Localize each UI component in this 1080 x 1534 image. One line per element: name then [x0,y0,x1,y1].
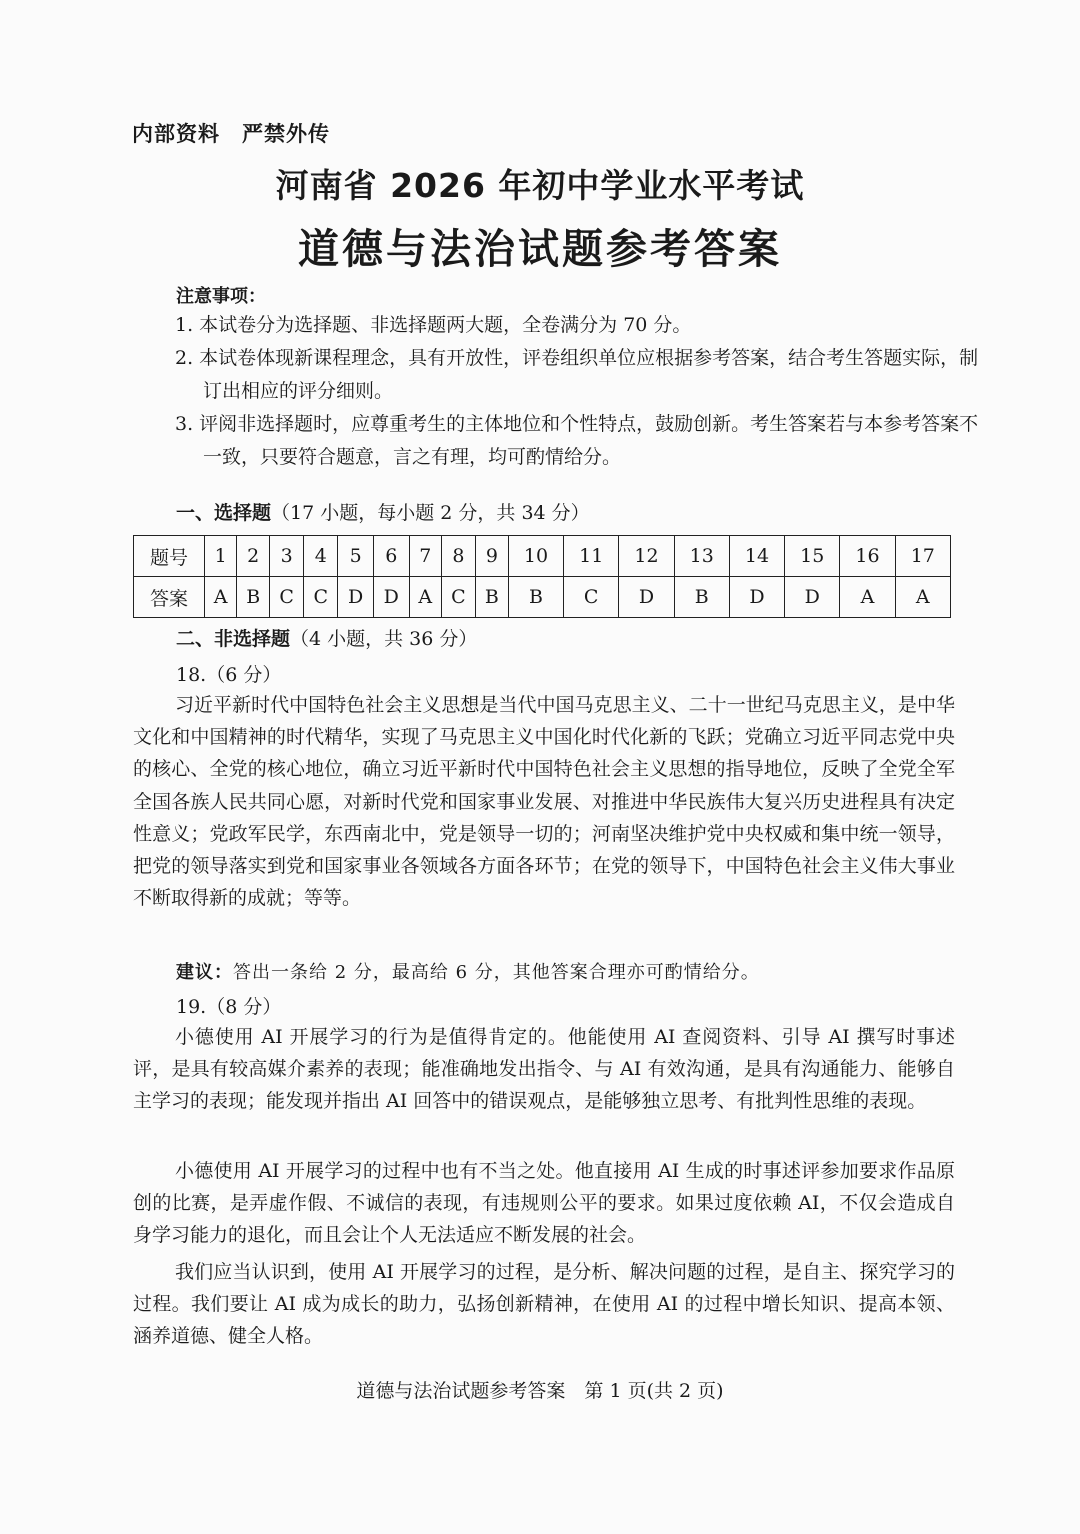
section-2-heading [176,624,477,651]
suggestion-label: 建议： [176,962,233,983]
question-number-cell: 2 [237,536,270,577]
answer-cell: D [338,577,374,618]
answer-table [133,535,951,618]
answer-cell: C [441,577,475,618]
question-number-cell: 9 [476,536,509,577]
section-1-title: 一、选择题 [176,502,272,524]
answer-cell: B [237,577,270,618]
question-19-paragraph-3: 我们应当认识到，使用 AI 开展学习的过程，是分析、解决问题的过程，是自主、探究学习的过程。我们要让 AI 成为成长的助力，弘扬创新精神，在使用 AI 的过程中增长知识、提高本领、涵养道德、健全人格。 [133,1261,955,1348]
answer-cell: B [508,577,563,618]
question-number-cell: 10 [508,536,563,577]
suggestion-text: 答出一条给 2 分，最高给 6 分，其他答案合理亦可酌情给分。 [233,962,760,983]
question-number-cell: 7 [409,536,441,577]
note-item-2: 2. 本试卷体现新课程理念，具有开放性，评卷组织单位应根据参考答案，结合考生答题实际，制订出相应的评分细则。 [175,347,979,402]
question-number-cell: 12 [619,536,674,577]
answer-cell: B [476,577,509,618]
section-2-title: 二、非选择题 [176,628,291,650]
question-number-cell: 14 [729,536,784,577]
note-item-1: 1. 本试卷分为选择题、非选择题两大题，全卷满分为 70 分。 [175,314,692,336]
question-number-cell: 17 [895,536,950,577]
question-number-cell: 13 [674,536,729,577]
section-2-note: （4 小题，共 36 分） [290,628,478,650]
note-item-3: 3. 评阅非选择题时，应尊重考生的主体地位和个性特点，鼓励创新。考生答案若与本参考答案不一致，只要符合题意，言之有理，均可酌情给分。 [175,413,979,468]
answer-cell: D [373,577,409,618]
document-subtitle: 道德与法治试题参考答案 [298,225,782,273]
answer-cell: D [785,577,840,618]
question-number-cell: 15 [785,536,840,577]
question-18-answer: 习近平新时代中国特色社会主义思想是当代中国马克思主义、二十一世纪马克思主义，是中华文化和中国精神的时代精华，实现了马克思主义中国化时代化新的飞跃；党确立习近平同志党中央的核心、全党的核心地位，确立习近平新时代中国特色社会主义思想的指导地位，反映了全党全军全国各族人民共同心愿，对新时代党和国家事业发展、对推进中华民族伟大复兴历史进程具有决定性意义；党政军民学，东西南北中，党是领导一切的；河南坚决维护党中央权威和集中统一领导，把党的领导落实到党和国家事业各领域各方面各环节；在党的领导下，中国特色社会主义伟大事业不断取得新的成就；等等。 [133,694,955,910]
answer-cell: A [409,577,441,618]
answer-cell: D [729,577,784,618]
question-18-label: 18.（6 分） [176,664,282,686]
question-19-label: 19.（8 分） [176,996,282,1018]
question-number-cell: 5 [338,536,374,577]
question-number-label: 题号 [134,536,205,577]
section-1-heading [176,498,590,525]
answer-cell: C [270,577,304,618]
answer-cell: A [840,577,895,618]
answer-cell: C [304,577,338,618]
question-number-cell: 3 [270,536,304,577]
confidential-notice: 内部资料 严禁外传 [132,122,330,146]
question-19-paragraph-2: 小德使用 AI 开展学习的过程中也有不当之处。他直接用 AI 生成的时事述评参加要求作品原创的比赛，是弄虚作假、不诚信的表现，有违规则公平的要求。如果过度依赖 AI，不仅会造成自身学习能力的退化，而且会让个人无法适应不断发展的社会。 [133,1160,955,1247]
question-number-cell: 11 [564,536,619,577]
question-19-paragraph-1: 小德使用 AI 开展学习的行为是值得肯定的。他能使用 AI 查阅资料、引导 AI 撰写时事述评，是具有较高媒介素养的表现；能准确地发出指令、与 AI 有效沟通，是具有沟通能力、能够自主学习的表现；能发现并指出 AI 回答中的错误观点，是能够独立思考、有批判性思维的表现。 [133,1026,955,1113]
question-number-cell: 6 [373,536,409,577]
answer-row [134,577,951,618]
question-number-cell: 4 [304,536,338,577]
question-number-cell: 8 [441,536,475,577]
answer-label: 答案 [134,577,205,618]
answer-cell: B [674,577,729,618]
question-number-cell: 1 [205,536,237,577]
scoring-suggestion [176,958,760,984]
page-footer: 道德与法治试题参考答案 第 1 页(共 2 页) [356,1380,724,1402]
section-1-note: （17 小题，每小题 2 分，共 34 分） [271,502,590,524]
answer-cell: A [205,577,237,618]
exam-title: 河南省 2026 年初中学业水平考试 [275,166,805,205]
answer-cell: C [564,577,619,618]
answer-cell: D [619,577,674,618]
question-number-row [134,536,951,577]
notes-heading: 注意事项： [176,286,266,307]
answer-cell: A [895,577,950,618]
question-number-cell: 16 [840,536,895,577]
